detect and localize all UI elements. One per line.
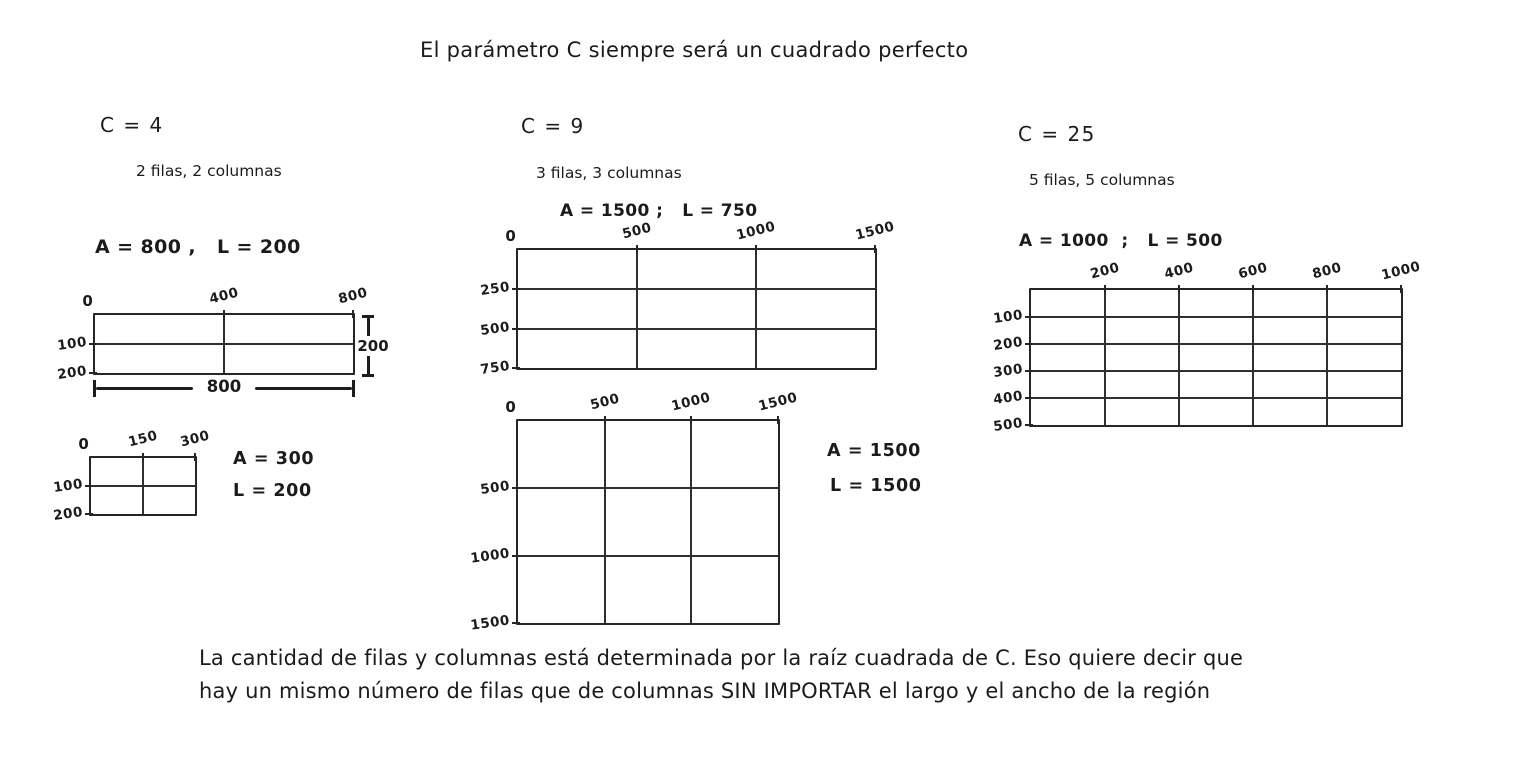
grid-line-horizontal [518, 328, 875, 330]
grid-line-horizontal [1031, 316, 1401, 318]
y-tick-mark [1025, 370, 1033, 372]
c9-square-length-label: L = 1500 [830, 476, 922, 496]
x-tick-mark [636, 245, 638, 253]
y-tick-mark [85, 485, 93, 487]
y-tick-mark [512, 367, 520, 369]
section-subheading-c4: 2 filas, 2 columnas [136, 162, 282, 180]
x-tick-mark [352, 310, 354, 318]
x-tick-mark [223, 310, 225, 318]
x-tick-mark [777, 416, 779, 424]
x-tick-label: 200 [1088, 259, 1122, 283]
bracket-line [367, 318, 370, 336]
x-tick-mark [1178, 285, 1180, 293]
grid-line-vertical [636, 250, 638, 368]
grid-line-horizontal [91, 485, 195, 487]
c4-small-length-label: L = 200 [233, 481, 312, 501]
y-tick-mark [512, 328, 520, 330]
c9-wide-params-label: A = 1500 ; L = 750 [560, 201, 758, 221]
grid-line-vertical [755, 250, 757, 368]
x-tick-mark [604, 416, 606, 424]
height-dimension-value: 200 [357, 337, 389, 355]
x-tick-label: 1000 [670, 389, 713, 415]
c4-small-area-label: A = 300 [233, 449, 315, 469]
section-heading-c4: C = 4 [100, 113, 164, 137]
section-heading-c9: C = 9 [521, 114, 585, 138]
x-tick-label: 400 [1162, 259, 1196, 283]
y-tick-mark [512, 622, 520, 624]
x-tick-mark [1326, 285, 1328, 293]
y-tick-label: 500 [992, 415, 1024, 435]
section-subheading-c25: 5 filas, 5 columnas [1029, 171, 1175, 189]
y-tick-label: 750 [479, 358, 511, 378]
x-tick-mark [690, 416, 692, 424]
y-tick-mark [512, 487, 520, 489]
x-tick-label: 150 [126, 427, 160, 451]
x-tick-label: 1500 [853, 218, 897, 244]
x-tick-label: 0 [505, 398, 517, 416]
x-tick-mark [1252, 285, 1254, 293]
y-tick-label: 200 [52, 504, 84, 524]
section-subheading-c9: 3 filas, 3 columnas [536, 164, 682, 182]
page-title: El parámetro C siempre será un cuadrado perfecto [420, 38, 969, 62]
x-tick-label: 1500 [756, 389, 800, 415]
x-tick-label: 800 [336, 284, 370, 308]
x-tick-mark [142, 453, 144, 461]
grid-line-vertical [604, 421, 606, 623]
y-tick-label: 100 [56, 334, 88, 354]
grid-c9-square [469, 389, 800, 634]
grid-line-horizontal [1031, 343, 1401, 345]
x-tick-label: 1000 [1379, 258, 1423, 284]
grid-line-horizontal [95, 343, 353, 345]
c25-params-label: A = 1000 ; L = 500 [1019, 231, 1223, 251]
bracket-end-cap [362, 374, 374, 377]
y-tick-label: 300 [992, 361, 1024, 381]
width-dimension-bracket [93, 376, 355, 397]
x-tick-label: 600 [1236, 259, 1270, 283]
x-tick-label: 500 [620, 219, 654, 243]
bracket-line [367, 356, 370, 374]
grid-c9-wide [479, 218, 897, 378]
x-tick-mark [755, 245, 757, 253]
width-dimension-value: 800 [206, 376, 242, 396]
grid-line-horizontal [518, 555, 778, 557]
y-tick-label: 250 [479, 279, 511, 300]
grid-c4-main [56, 284, 370, 383]
grid-line-horizontal [518, 288, 875, 290]
y-tick-mark [1025, 343, 1033, 345]
x-tick-label: 0 [82, 292, 94, 310]
y-tick-label: 200 [992, 334, 1024, 354]
y-tick-label: 1500 [469, 612, 511, 634]
grid-line-vertical [1326, 290, 1328, 425]
grid-c4-small [52, 427, 212, 524]
y-tick-label: 1000 [469, 544, 511, 567]
bracket-line [96, 387, 193, 390]
grid-line-horizontal [1031, 370, 1401, 372]
section-heading-c25: C = 25 [1018, 122, 1096, 146]
x-tick-label: 300 [178, 427, 212, 451]
c9-square-area-label: A = 1500 [827, 441, 921, 461]
c4-params-label: A = 800 , L = 200 [95, 236, 301, 258]
x-tick-mark [194, 453, 196, 461]
y-tick-label: 500 [479, 318, 511, 339]
footer-note-line2: hay un mismo número de filas que de columnas SIN IMPORTAR el largo y el ancho de la región [199, 679, 1211, 703]
grid-line-vertical [1104, 290, 1106, 425]
y-tick-mark [89, 343, 97, 345]
height-dimension-bracket [357, 315, 389, 377]
x-tick-mark [1104, 285, 1106, 293]
x-tick-label: 0 [78, 435, 90, 453]
grid-c25 [992, 258, 1423, 435]
x-tick-label: 0 [505, 227, 517, 245]
x-tick-label: 1000 [734, 218, 778, 244]
y-tick-mark [512, 288, 520, 290]
bracket-end-cap [352, 380, 355, 397]
y-tick-mark [512, 555, 520, 557]
y-tick-mark [1025, 397, 1033, 399]
grid-line-vertical [1178, 290, 1180, 425]
y-tick-mark [1025, 316, 1033, 318]
x-tick-mark [874, 245, 876, 253]
y-tick-label: 100 [52, 476, 84, 496]
grid-line-vertical [690, 421, 692, 623]
y-tick-label: 100 [992, 307, 1024, 327]
x-tick-label: 400 [207, 284, 241, 308]
grid-line-horizontal [1031, 397, 1401, 399]
grid-line-vertical [1252, 290, 1254, 425]
bracket-line [255, 387, 352, 390]
x-tick-label: 500 [588, 390, 621, 414]
footer-note-line1: La cantidad de filas y columnas está determinada por la raíz cuadrada de C. Eso quiere decir que [199, 646, 1244, 670]
y-tick-mark [89, 372, 97, 374]
y-tick-label: 200 [56, 363, 88, 383]
y-tick-mark [1025, 424, 1033, 426]
y-tick-label: 500 [479, 478, 511, 499]
y-tick-label: 400 [992, 388, 1024, 408]
x-tick-mark [1400, 285, 1402, 293]
grid-line-horizontal [518, 487, 778, 489]
y-tick-mark [85, 513, 93, 515]
x-tick-label: 800 [1310, 259, 1344, 283]
